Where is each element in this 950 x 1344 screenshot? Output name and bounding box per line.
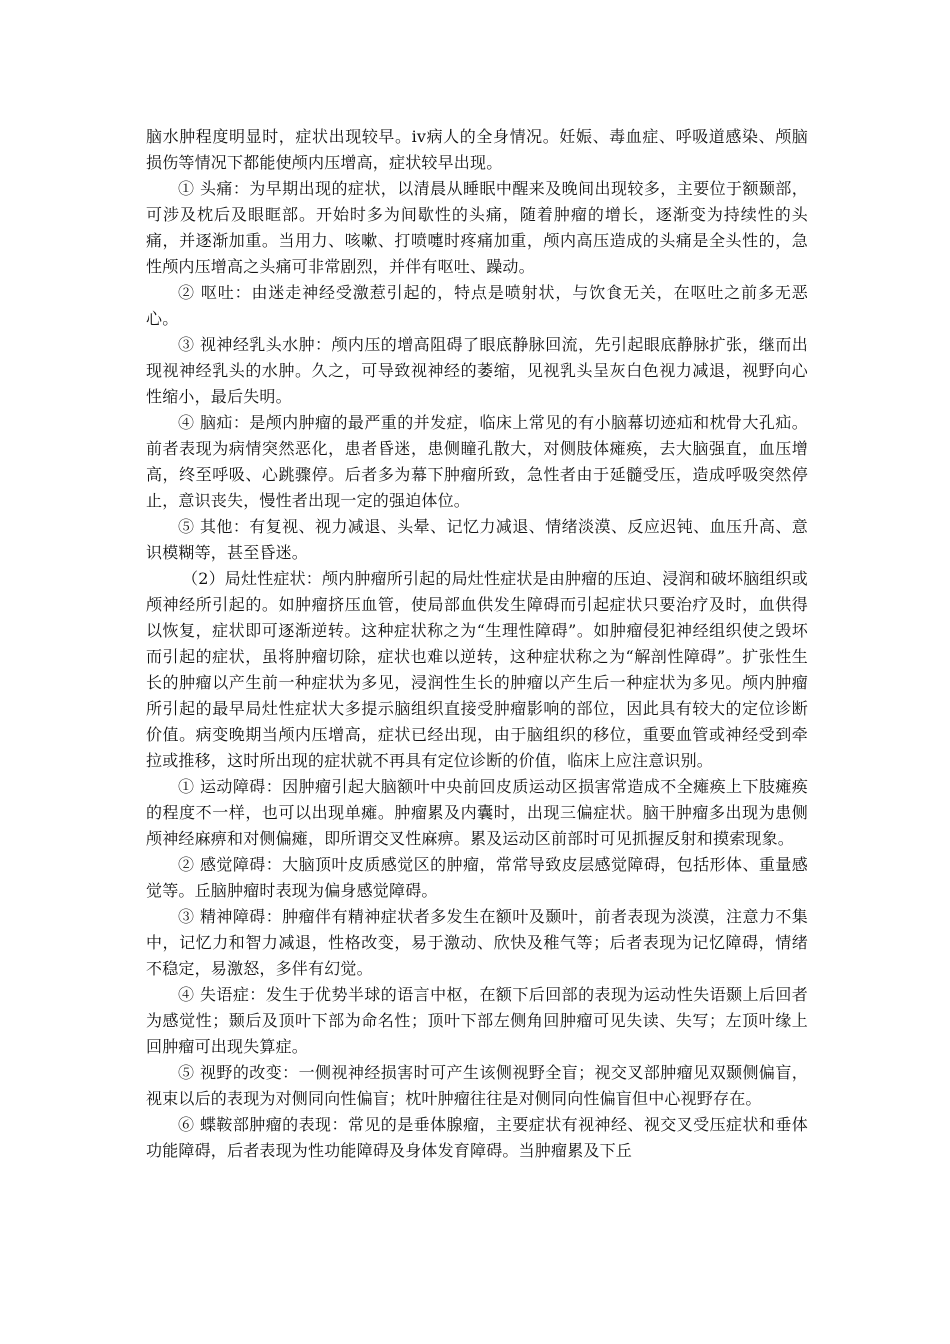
paragraph-motor-disorder: ① 运动障碍：因肿瘤引起大脑额叶中央前回皮质运动区损害常造成不全瘫痪上下肢瘫痪的程度不一样，也可以出现单瘫。肿瘤累及内囊时，出现三偏症状。脑干肿瘤多出现为患侧颅神经麻痹和对侧偏瘫，即所谓交叉性麻痹。累及运动区前部时可见抓握反射和摸索现象。 [146, 777, 808, 848]
paragraph-aphasia: ④ 失语症：发生于优势半球的语言中枢，在额下后回部的表现为运动性失语颞上后回者为感觉性；颞后及顶叶下部为命名性；顶叶下部左侧角回肿瘤可见失读、失写；左顶叶缘上回肿瘤可出现失算症。 [146, 985, 808, 1056]
paragraph-sensory-disorder: ② 感觉障碍：大脑顶叶皮质感觉区的肿瘤，常常导致皮层感觉障碍，包括形体、重量感觉等。丘脑肿瘤时表现为偏身感觉障碍。 [146, 855, 808, 900]
paragraph-papilledema: ③ 视神经乳头水肿：颅内压的增高阻碍了眼底静脉回流，先引起眼底静脉扩张，继而出现视神经乳头的水肿。久之，可导致视神经的萎缩，见视乳头呈灰白色视力减退，视野向心性缩小，最后失明。 [146, 335, 808, 406]
paragraph-mental-disorder: ③ 精神障碍：肿瘤伴有精神症状者多发生在额叶及颞叶，前者表现为淡漠，注意力不集中，记忆力和智力减退，性格改变，易于激动、欣快及稚气等；后者表现为记忆障碍，情绪不稳定，易激怒，多伴有幻觉。 [146, 907, 808, 978]
paragraph-focal-symptoms: （2）局灶性症状：颅内肿瘤所引起的局灶性症状是由肿瘤的压迫、浸润和破坏脑组织或颅神经所引起的。如肿瘤挤压血管，使局部血供发生障碍而引起症状只要治疗及时，血供得以恢复，症状即可逐渐逆转。这种症状称之为“生理性障碍”。如肿瘤侵犯神经组织使之毁坏而引起的症状，虽将肿瘤切除，症状也难以逆转，这种症状称之为“解剖性障碍”。扩张性生长的肿瘤以产生前一种症状为多见，浸润性生长的肿瘤以产生后一种症状为多见。颅内肿瘤所引起的最早局灶性症状大多提示脑组织直接受肿瘤影响的部位，因此具有较大的定位诊断价值。病变晚期当颅内压增高，症状已经出现，由于脑组织的移位，重要血管或神经受到牵拉或推移，这时所出现的症状就不再具有定位诊断的价值，临床上应注意识别。 [146, 569, 808, 770]
paragraph-other-symptoms: ⑤ 其他：有复视、视力减退、头晕、记忆力减退、情绪淡漠、反应迟钝、血压升高、意识模糊等，甚至昏迷。 [146, 517, 808, 562]
paragraph-intro-continuation: 脑水肿程度明显时，症状出现较早。iv病人的全身情况。妊娠、毒血症、呼吸道感染、颅脑损伤等情况下都能使颅内压增高，症状较早出现。 [146, 127, 808, 172]
paragraph-sellar-tumor: ⑥ 蝶鞍部肿瘤的表现：常见的是垂体腺瘤，主要症状有视神经、视交叉受压症状和垂体功能障碍，后者表现为性功能障碍及身体发育障碍。当肿瘤累及下丘 [146, 1115, 808, 1160]
paragraph-vomiting: ② 呕吐：由迷走神经受激惹引起的，特点是喷射状，与饮食无关，在呕吐之前多无恶心。 [146, 283, 808, 328]
document-body [146, 124, 808, 1164]
paragraph-herniation: ④ 脑疝：是颅内肿瘤的最严重的并发症，临床上常见的有小脑幕切迹疝和枕骨大孔疝。前者表现为病情突然恶化，患者昏迷，患侧瞳孔散大，对侧肢体瘫痪，去大脑强直，血压增高，终至呼吸、心跳骤停。后者多为幕下肿瘤所致，急性者由于延髓受压，造成呼吸突然停止，意识丧失，慢性者出现一定的强迫体位。 [146, 413, 808, 510]
paragraph-headache: ① 头痛：为早期出现的症状，以清晨从睡眠中醒来及晚间出现较多，主要位于额颞部，可涉及枕后及眼眶部。开始时多为间歇性的头痛，随着肿瘤的增长，逐渐变为持续性的头痛，并逐渐加重。当用力、咳嗽、打喷嚏时疼痛加重，颅内高压造成的头痛是全头性的，急性颅内压增高之头痛可非常剧烈，并伴有呕吐、躁动。 [146, 179, 808, 276]
paragraph-visual-field: ⑤ 视野的改变：一侧视神经损害时可产生该侧视野全盲；视交叉部肿瘤见双颞侧偏盲，视束以后的表现为对侧同向性偏盲；枕叶肿瘤往往是对侧同向性偏盲但中心视野存在。 [146, 1063, 808, 1108]
